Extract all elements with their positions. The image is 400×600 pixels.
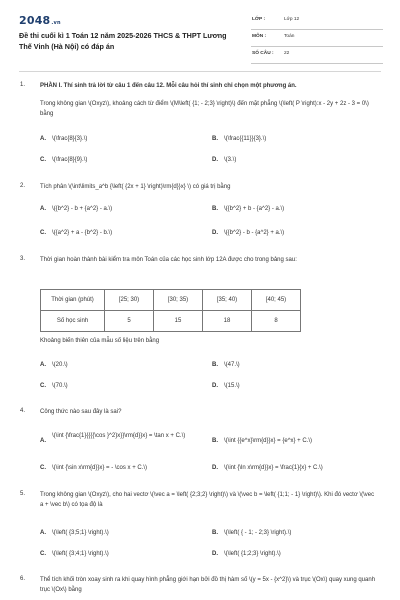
exam-meta — [251, 14, 383, 65]
meta-value: Lớp 12 — [284, 17, 300, 22]
option-letter: D. — [212, 383, 218, 389]
table-cell: [30; 35) — [154, 290, 203, 311]
table-cell: Số học sinh — [41, 311, 105, 332]
option-letter: B. — [212, 438, 218, 444]
option-text: \(15.\) — [224, 383, 240, 389]
question-number: 3. — [20, 256, 26, 262]
option-text: \(\left( {3;4;1} \right).\) — [52, 551, 109, 557]
option-text: \(\frac{8}{3}.\) — [52, 136, 88, 142]
option-text: \(\left( { - 1; - 2;3} \right).\) — [224, 530, 292, 536]
option-letter: D. — [212, 551, 218, 557]
table-row — [41, 311, 301, 332]
option-text: \(20.\) — [52, 362, 68, 368]
option-letter: C. — [40, 157, 46, 163]
option-letter: C. — [40, 551, 46, 557]
question-number: 6. — [20, 576, 26, 582]
meta-value: Toán — [284, 34, 295, 39]
meta-row-class — [251, 14, 383, 30]
header-divider — [19, 71, 381, 72]
question-subtext: Khoảng biến thiên của mẫu số liệu trên bằng — [40, 338, 160, 344]
question-subtext: Trong không gian \(Oxyz\), khoảng cách từ điểm \(M\left( {1; - 2;3} \right)\) đến mặt phẳng \(\left( P \right):x - 2y + 2z - 3 = 0\) bằng — [40, 101, 369, 117]
question-number: 1. — [20, 82, 26, 88]
meta-row-subject — [251, 31, 383, 47]
option-text: \(\frac{8}{9}.\) — [52, 157, 88, 163]
question-number: 5. — [20, 491, 26, 497]
option-text: \(\int {\ln x\rm{d}}x} = \frac{1}{x} + C.\) — [224, 465, 323, 471]
option-letter: C. — [40, 383, 46, 389]
meta-label: LỚP : — [252, 17, 266, 22]
option-text: \({a^2} + a - {b^2} - b.\) — [52, 230, 113, 236]
logo-suffix: .vn — [51, 20, 61, 26]
option-letter: B. — [212, 530, 218, 536]
question-text: PHẦN I. Thí sinh trả lời từ câu 1 đến câu 12. Mỗi câu hỏi thí sinh chỉ chọn một phương án. — [40, 83, 297, 89]
option-text: \({b^2} + b - {a^2} - a.\) — [224, 206, 285, 212]
option-letter: B. — [212, 362, 218, 368]
option-text: \(47.\) — [224, 362, 240, 368]
table-cell: [35; 40) — [203, 290, 252, 311]
question-1 — [19, 82, 381, 172]
option-text: \({b^2} - b - {a^2} + a.\) — [224, 230, 285, 236]
table-cell: 18 — [203, 311, 252, 332]
option-letter: A. — [40, 136, 46, 142]
option-text: \(3.\) — [224, 157, 237, 163]
question-text: Thể tích khối tròn xoay sinh ra khi quay hình phẳng giới hạn bởi đồ thị hàm số \(y = 5x - {x^2}\) và trục \(Ox\) quay xung quanh trục \(Ox\) bằng — [40, 577, 376, 593]
option-letter: B. — [212, 136, 218, 142]
question-text: Trong không gian \(Oxyz\), cho hai vectơ \(\vec a = \left( {2;3;2} \right)\) và \(\vec b = \left( {1;1; - 1} \right)\). Khi đó vectơ \(\vec a + \vec b\) có tọa độ là — [40, 492, 375, 508]
meta-value: 22 — [284, 51, 290, 56]
option-text: \(\int {\frac{1}{{{{\cos }^2}x}}\rm{d}}x} = \tan x + C.\) — [52, 433, 186, 439]
logo-main: 2048 — [19, 14, 51, 27]
question-5 — [19, 491, 381, 566]
option-letter: A. — [40, 362, 46, 368]
site-logo[interactable] — [19, 14, 61, 27]
meta-row-count — [251, 48, 383, 64]
option-text: \(\left( {1;2;3} \right).\) — [224, 551, 281, 557]
option-text: \(70.\) — [52, 383, 68, 389]
question-number: 4. — [20, 408, 26, 414]
option-letter: B. — [212, 206, 218, 212]
meta-label: MÔN : — [252, 34, 267, 39]
table-cell: [25; 30) — [105, 290, 154, 311]
option-letter: D. — [212, 465, 218, 471]
option-letter: C. — [40, 465, 46, 471]
document-header — [0, 0, 400, 68]
table-cell: [40; 45) — [252, 290, 301, 311]
option-text: \(\left( {3;5;1} \right).\) — [52, 530, 109, 536]
data-table — [40, 289, 301, 332]
table-cell: Thời gian (phút) — [41, 290, 105, 311]
question-2 — [19, 183, 381, 243]
option-letter: C. — [40, 230, 46, 236]
question-text: Thời gian hoàn thành bài kiểm tra môn Toán của các học sinh lớp 12A được cho trong bảng sau: — [40, 257, 297, 263]
option-letter: A. — [40, 438, 46, 444]
option-text: \(\int {{e^x}\rm{d}}x} = {e^x} + C.\) — [224, 438, 313, 444]
question-text: Công thức nào sau đây là sai? — [40, 409, 122, 415]
option-letter: D. — [212, 230, 218, 236]
question-text: Tích phân \(\int\limits_a^b {\left( {2x + 1} \right)\rm{d}}x} \) có giá trị bằng — [40, 184, 231, 190]
option-text: \({b^2} - b + {a^2} - a.\) — [52, 206, 113, 212]
question-6 — [19, 576, 381, 598]
option-text: \(\int {\sin x\rm{d}}x} = - \cos x + C.\) — [52, 465, 148, 471]
question-number: 2. — [20, 183, 26, 189]
option-letter: A. — [40, 206, 46, 212]
option-text: \(\frac{{11}}{3}.\) — [224, 136, 267, 142]
option-letter: D. — [212, 157, 218, 163]
question-4 — [19, 408, 381, 478]
table-cell: 15 — [154, 311, 203, 332]
table-row — [41, 290, 301, 311]
table-cell: 8 — [252, 311, 301, 332]
exam-title: Đề thi cuối kì 1 Toán 12 năm 2025-2026 THCS & THPT Lương Thế Vinh (Hà Nội) có đáp án — [19, 31, 227, 51]
option-letter: A. — [40, 530, 46, 536]
table-cell: 5 — [105, 311, 154, 332]
meta-label: SỐ CÂU : — [252, 51, 274, 56]
